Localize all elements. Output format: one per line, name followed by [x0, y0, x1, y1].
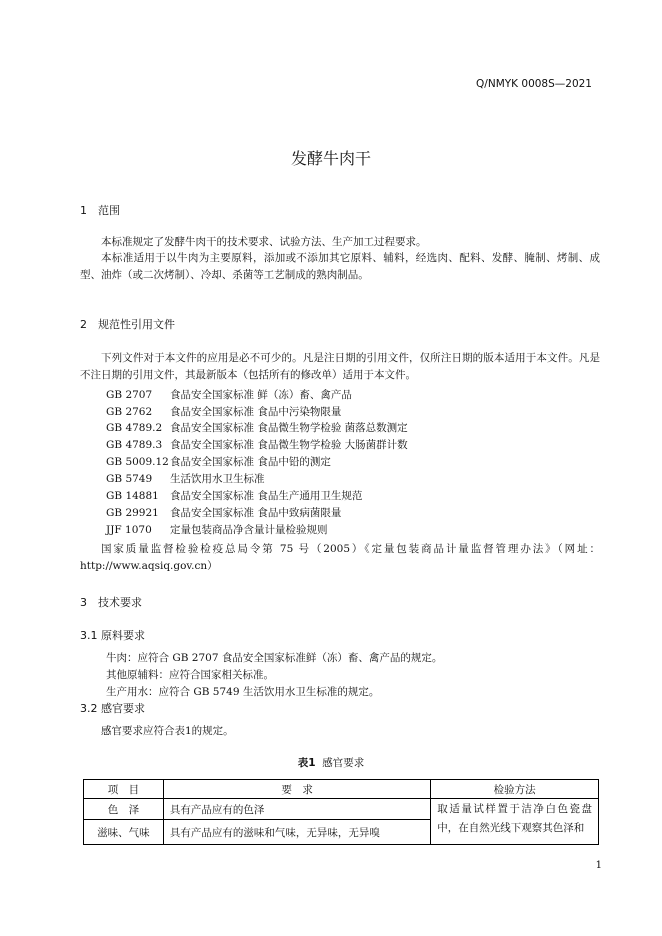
- reference-title: 食品安全国家标准 鲜（冻）畜、禽产品: [170, 389, 352, 401]
- reference-title: 定量包装商品净含量计量检验规则: [170, 524, 328, 536]
- table-cell-method: 取适量试样置于洁净白色瓷盘中，在自然光线下观察其色泽和: [431, 799, 599, 845]
- section-3-2-heading: 3.2 感官要求: [80, 702, 145, 715]
- reference-code: GB 4789.2: [106, 422, 163, 434]
- reference-item: [106, 404, 341, 419]
- reference-item: [106, 505, 341, 520]
- table-header-row: [84, 780, 599, 799]
- reference-code: GB 5009.12: [106, 456, 169, 468]
- reference-code: GB 2762: [106, 406, 153, 418]
- reference-title: 生活饮用水卫生标准: [170, 473, 265, 485]
- reference-title: 食品安全国家标准 食品中铅的测定: [170, 456, 331, 468]
- section-2-heading: 2 规范性引用文件: [80, 318, 175, 331]
- reference-code: GB 29921: [106, 507, 159, 519]
- reference-code: GB 2707: [106, 389, 153, 401]
- reference-code: GB 4789.3: [106, 439, 163, 451]
- table-cell-requirement: 具有产品应有的滋味和气味，无异味，无异嗅: [163, 820, 430, 845]
- reference-item: [106, 522, 328, 537]
- reference-item: [106, 454, 331, 469]
- raw-material-line: 生产用水：应符合 GB 5749 生活饮用水卫生标准的规定。: [106, 686, 380, 698]
- table-caption-title: 感官要求: [322, 757, 365, 769]
- table-caption-label: 表1: [297, 757, 316, 769]
- table-header-cell: 检验方法: [431, 780, 599, 799]
- page-number: 1: [595, 860, 602, 871]
- table-header-cell: 项 目: [84, 780, 164, 799]
- raw-material-line: 其他原辅料：应符合国家相关标准。: [106, 669, 274, 681]
- section-3-heading: 3 技术要求: [80, 596, 142, 609]
- reference-code: GB 14881: [106, 490, 159, 502]
- section-2-intro: 下列文件对于本文件的应用是必不可少的。凡是注日期的引用文件，仅所注日期的版本适用于本文件。凡是不注日期的引用文件，其最新版本（包括所有的修改单）适用于本文件。: [80, 352, 600, 381]
- reference-item: [106, 437, 408, 452]
- table-row: [84, 799, 599, 820]
- table-caption: [0, 755, 662, 770]
- table-header-cell: 要 求: [163, 780, 430, 799]
- reference-item: [106, 420, 408, 435]
- reference-title: 食品安全国家标准 食品微生物学检验 菌落总数测定: [170, 422, 408, 434]
- sensory-requirement-text: 感官要求应符合表1的规定。: [101, 725, 234, 737]
- table-cell-item: 滋味、气味: [84, 820, 164, 845]
- reference-code: JJF 1070: [106, 524, 152, 536]
- reference-title: 食品安全国家标准 食品微生物学检验 大肠菌群计数: [170, 439, 408, 451]
- reference-title: 食品安全国家标准 食品中污染物限量: [170, 406, 342, 418]
- document-number: Q/NMYK 0008S—2021: [476, 78, 592, 90]
- reference-title: 食品安全国家标准 食品生产通用卫生规范: [170, 490, 363, 502]
- section-1-paragraph-1: 本标准规定了发酵牛肉干的技术要求、试验方法、生产加工过程要求。: [101, 236, 427, 248]
- table-cell-item: 色 泽: [84, 799, 164, 820]
- section-3-1-heading: 3.1 原料要求: [80, 629, 145, 642]
- section-1-heading: 1 范围: [80, 204, 120, 217]
- reference-item: [106, 488, 362, 503]
- decree-reference: 国家质量监督检验检疫总局令第 75 号（2005）《定量包装商品计量监督管理办法》（网址：http://www.aqsiq.gov.cn）: [80, 543, 600, 572]
- sensory-requirements-table: [83, 779, 599, 845]
- document-title: 发酵牛肉干: [290, 149, 371, 168]
- reference-item: [106, 471, 265, 486]
- section-1-paragraph-2: 本标准适用于以牛肉为主要原料，添加或不添加其它原料、辅料，经选肉、配料、发酵、腌制、烤制、成型、油炸（或二次烤制）、冷却、杀菌等工艺制成的熟肉制品。: [80, 252, 600, 281]
- reference-title: 食品安全国家标准 食品中致病菌限量: [170, 507, 342, 519]
- table-cell-requirement: 具有产品应有的色泽: [163, 799, 430, 820]
- raw-material-line: 牛肉：应符合 GB 2707 食品安全国家标准鲜（冻）畜、禽产品的规定。: [106, 652, 443, 664]
- reference-code: GB 5749: [106, 473, 153, 485]
- reference-item: [106, 387, 352, 402]
